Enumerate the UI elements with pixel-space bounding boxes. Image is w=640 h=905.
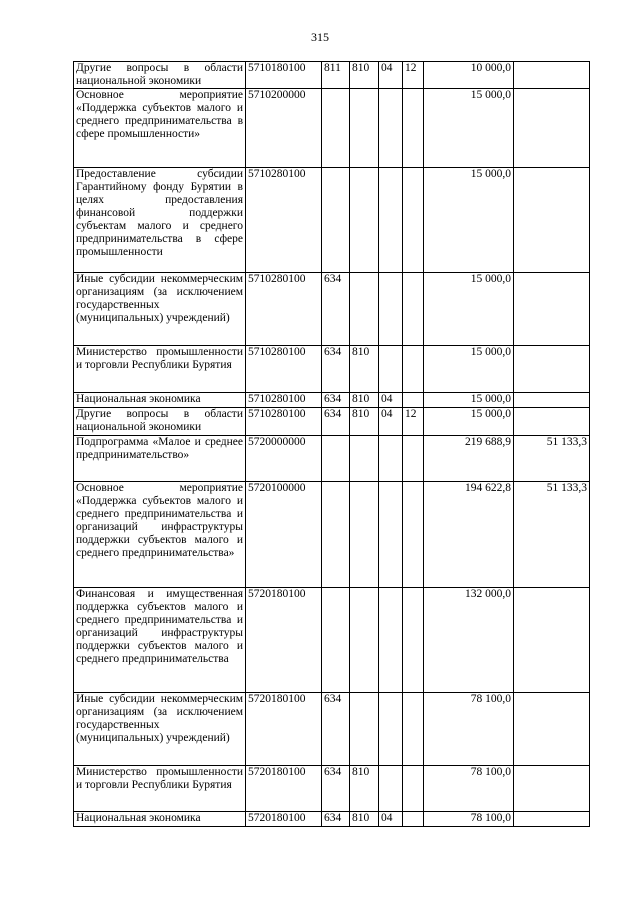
amount-2: 51 133,3 bbox=[514, 436, 590, 482]
subsection-code bbox=[403, 482, 424, 588]
ministry-code bbox=[350, 89, 379, 168]
target-article-code: 5720180100 bbox=[246, 588, 322, 693]
subsection-code: 12 bbox=[403, 62, 424, 89]
row-name: Национальная экономика bbox=[74, 812, 246, 827]
section-code bbox=[379, 588, 403, 693]
amount-1: 10 000,0 bbox=[424, 62, 514, 89]
page-number: 315 bbox=[311, 30, 329, 44]
row-name: Подпрограмма «Малое и среднее предпринимательство» bbox=[74, 436, 246, 482]
row-name: Иные субсидии некоммерческим организациям (за исключением государственных (муниципальных) учреждений) bbox=[74, 273, 246, 346]
table-row bbox=[74, 393, 590, 408]
expense-type-code: 634 bbox=[322, 273, 350, 346]
amount-1: 15 000,0 bbox=[424, 408, 514, 436]
subsection-code bbox=[403, 273, 424, 346]
expense-type-code: 634 bbox=[322, 346, 350, 393]
amount-1: 78 100,0 bbox=[424, 766, 514, 812]
subsection-code bbox=[403, 346, 424, 393]
subsection-code bbox=[403, 766, 424, 812]
table-row bbox=[74, 89, 590, 168]
target-article-code: 5710280100 bbox=[246, 273, 322, 346]
amount-1: 15 000,0 bbox=[424, 168, 514, 273]
expense-type-code: 634 bbox=[322, 766, 350, 812]
amount-2 bbox=[514, 812, 590, 827]
table-row bbox=[74, 482, 590, 588]
target-article-code: 5710280100 bbox=[246, 346, 322, 393]
section-code bbox=[379, 693, 403, 766]
amount-1: 132 000,0 bbox=[424, 588, 514, 693]
subsection-code bbox=[403, 812, 424, 827]
amount-1: 15 000,0 bbox=[424, 89, 514, 168]
subsection-code bbox=[403, 588, 424, 693]
subsection-code: 12 bbox=[403, 408, 424, 436]
target-article-code: 5720180100 bbox=[246, 812, 322, 827]
ministry-code bbox=[350, 436, 379, 482]
target-article-code: 5710280100 bbox=[246, 408, 322, 436]
section-code: 04 bbox=[379, 812, 403, 827]
target-article-code: 5720180100 bbox=[246, 693, 322, 766]
ministry-code: 810 bbox=[350, 62, 379, 89]
ministry-code: 810 bbox=[350, 766, 379, 812]
table-row bbox=[74, 168, 590, 273]
expense-type-code bbox=[322, 89, 350, 168]
expense-type-code bbox=[322, 482, 350, 588]
table-row bbox=[74, 408, 590, 436]
amount-2 bbox=[514, 693, 590, 766]
amount-1: 15 000,0 bbox=[424, 273, 514, 346]
expense-type-code: 634 bbox=[322, 408, 350, 436]
section-code bbox=[379, 168, 403, 273]
section-code bbox=[379, 482, 403, 588]
table-row bbox=[74, 812, 590, 827]
section-code bbox=[379, 766, 403, 812]
ministry-code: 810 bbox=[350, 408, 379, 436]
amount-2 bbox=[514, 346, 590, 393]
ministry-code bbox=[350, 168, 379, 273]
subsection-code bbox=[403, 89, 424, 168]
amount-1: 15 000,0 bbox=[424, 346, 514, 393]
subsection-code bbox=[403, 693, 424, 766]
amount-1: 78 100,0 bbox=[424, 693, 514, 766]
ministry-code bbox=[350, 588, 379, 693]
row-name: Иные субсидии некоммерческим организациям (за исключением государственных (муниципальных) учреждений) bbox=[74, 693, 246, 766]
ministry-code: 810 bbox=[350, 812, 379, 827]
amount-1: 219 688,9 bbox=[424, 436, 514, 482]
ministry-code bbox=[350, 273, 379, 346]
expense-type-code bbox=[322, 436, 350, 482]
row-name: Другие вопросы в области национальной экономики bbox=[74, 62, 246, 89]
amount-2 bbox=[514, 588, 590, 693]
section-code: 04 bbox=[379, 408, 403, 436]
amount-2 bbox=[514, 766, 590, 812]
table-row bbox=[74, 766, 590, 812]
target-article-code: 5720180100 bbox=[246, 766, 322, 812]
table-row bbox=[74, 436, 590, 482]
amount-2 bbox=[514, 62, 590, 89]
amount-1: 194 622,8 bbox=[424, 482, 514, 588]
subsection-code bbox=[403, 393, 424, 408]
target-article-code: 5710280100 bbox=[246, 393, 322, 408]
amount-2: 51 133,3 bbox=[514, 482, 590, 588]
expense-type-code bbox=[322, 588, 350, 693]
expense-type-code: 634 bbox=[322, 393, 350, 408]
section-code: 04 bbox=[379, 393, 403, 408]
row-name: Министерство промышленности и торговли Республики Бурятия bbox=[74, 766, 246, 812]
row-name: Министерство промышленности и торговли Республики Бурятия bbox=[74, 346, 246, 393]
amount-1: 78 100,0 bbox=[424, 812, 514, 827]
amount-2 bbox=[514, 393, 590, 408]
ministry-code: 810 bbox=[350, 346, 379, 393]
row-name: Основное мероприятие «Поддержка субъектов малого и среднего предпринимательства и организаций инфраструктуры поддержки субъектов малого и среднего предпринимательства» bbox=[74, 482, 246, 588]
amount-2 bbox=[514, 89, 590, 168]
table-row bbox=[74, 693, 590, 766]
budget-table bbox=[73, 61, 590, 827]
expense-type-code: 634 bbox=[322, 693, 350, 766]
section-code bbox=[379, 273, 403, 346]
table-row bbox=[74, 273, 590, 346]
subsection-code bbox=[403, 168, 424, 273]
section-code bbox=[379, 346, 403, 393]
row-name: Национальная экономика bbox=[74, 393, 246, 408]
section-code bbox=[379, 89, 403, 168]
target-article-code: 5710200000 bbox=[246, 89, 322, 168]
ministry-code bbox=[350, 482, 379, 588]
row-name: Предоставление субсидии Гарантийному фонду Бурятии в целях предоставления финансовой поддержки субъектам малого и среднего предпринимательства в сфере промышленности bbox=[74, 168, 246, 273]
amount-2 bbox=[514, 168, 590, 273]
row-name: Другие вопросы в области национальной экономики bbox=[74, 408, 246, 436]
target-article-code: 5710180100 bbox=[246, 62, 322, 89]
expense-type-code: 811 bbox=[322, 62, 350, 89]
subsection-code bbox=[403, 436, 424, 482]
table-row bbox=[74, 62, 590, 89]
row-name: Финансовая и имущественная поддержка субъектов малого и среднего предпринимательства и организаций инфраструктуры поддержки субъектов малого и среднего предпринимательства bbox=[74, 588, 246, 693]
section-code bbox=[379, 436, 403, 482]
expense-type-code bbox=[322, 168, 350, 273]
amount-1: 15 000,0 bbox=[424, 393, 514, 408]
amount-2 bbox=[514, 408, 590, 436]
amount-2 bbox=[514, 273, 590, 346]
target-article-code: 5720100000 bbox=[246, 482, 322, 588]
expense-type-code: 634 bbox=[322, 812, 350, 827]
row-name: Основное мероприятие «Поддержка субъектов малого и среднего предпринимательства в сфере промышленности» bbox=[74, 89, 246, 168]
target-article-code: 5720000000 bbox=[246, 436, 322, 482]
target-article-code: 5710280100 bbox=[246, 168, 322, 273]
ministry-code bbox=[350, 693, 379, 766]
table-row bbox=[74, 346, 590, 393]
table-row bbox=[74, 588, 590, 693]
ministry-code: 810 bbox=[350, 393, 379, 408]
section-code: 04 bbox=[379, 62, 403, 89]
